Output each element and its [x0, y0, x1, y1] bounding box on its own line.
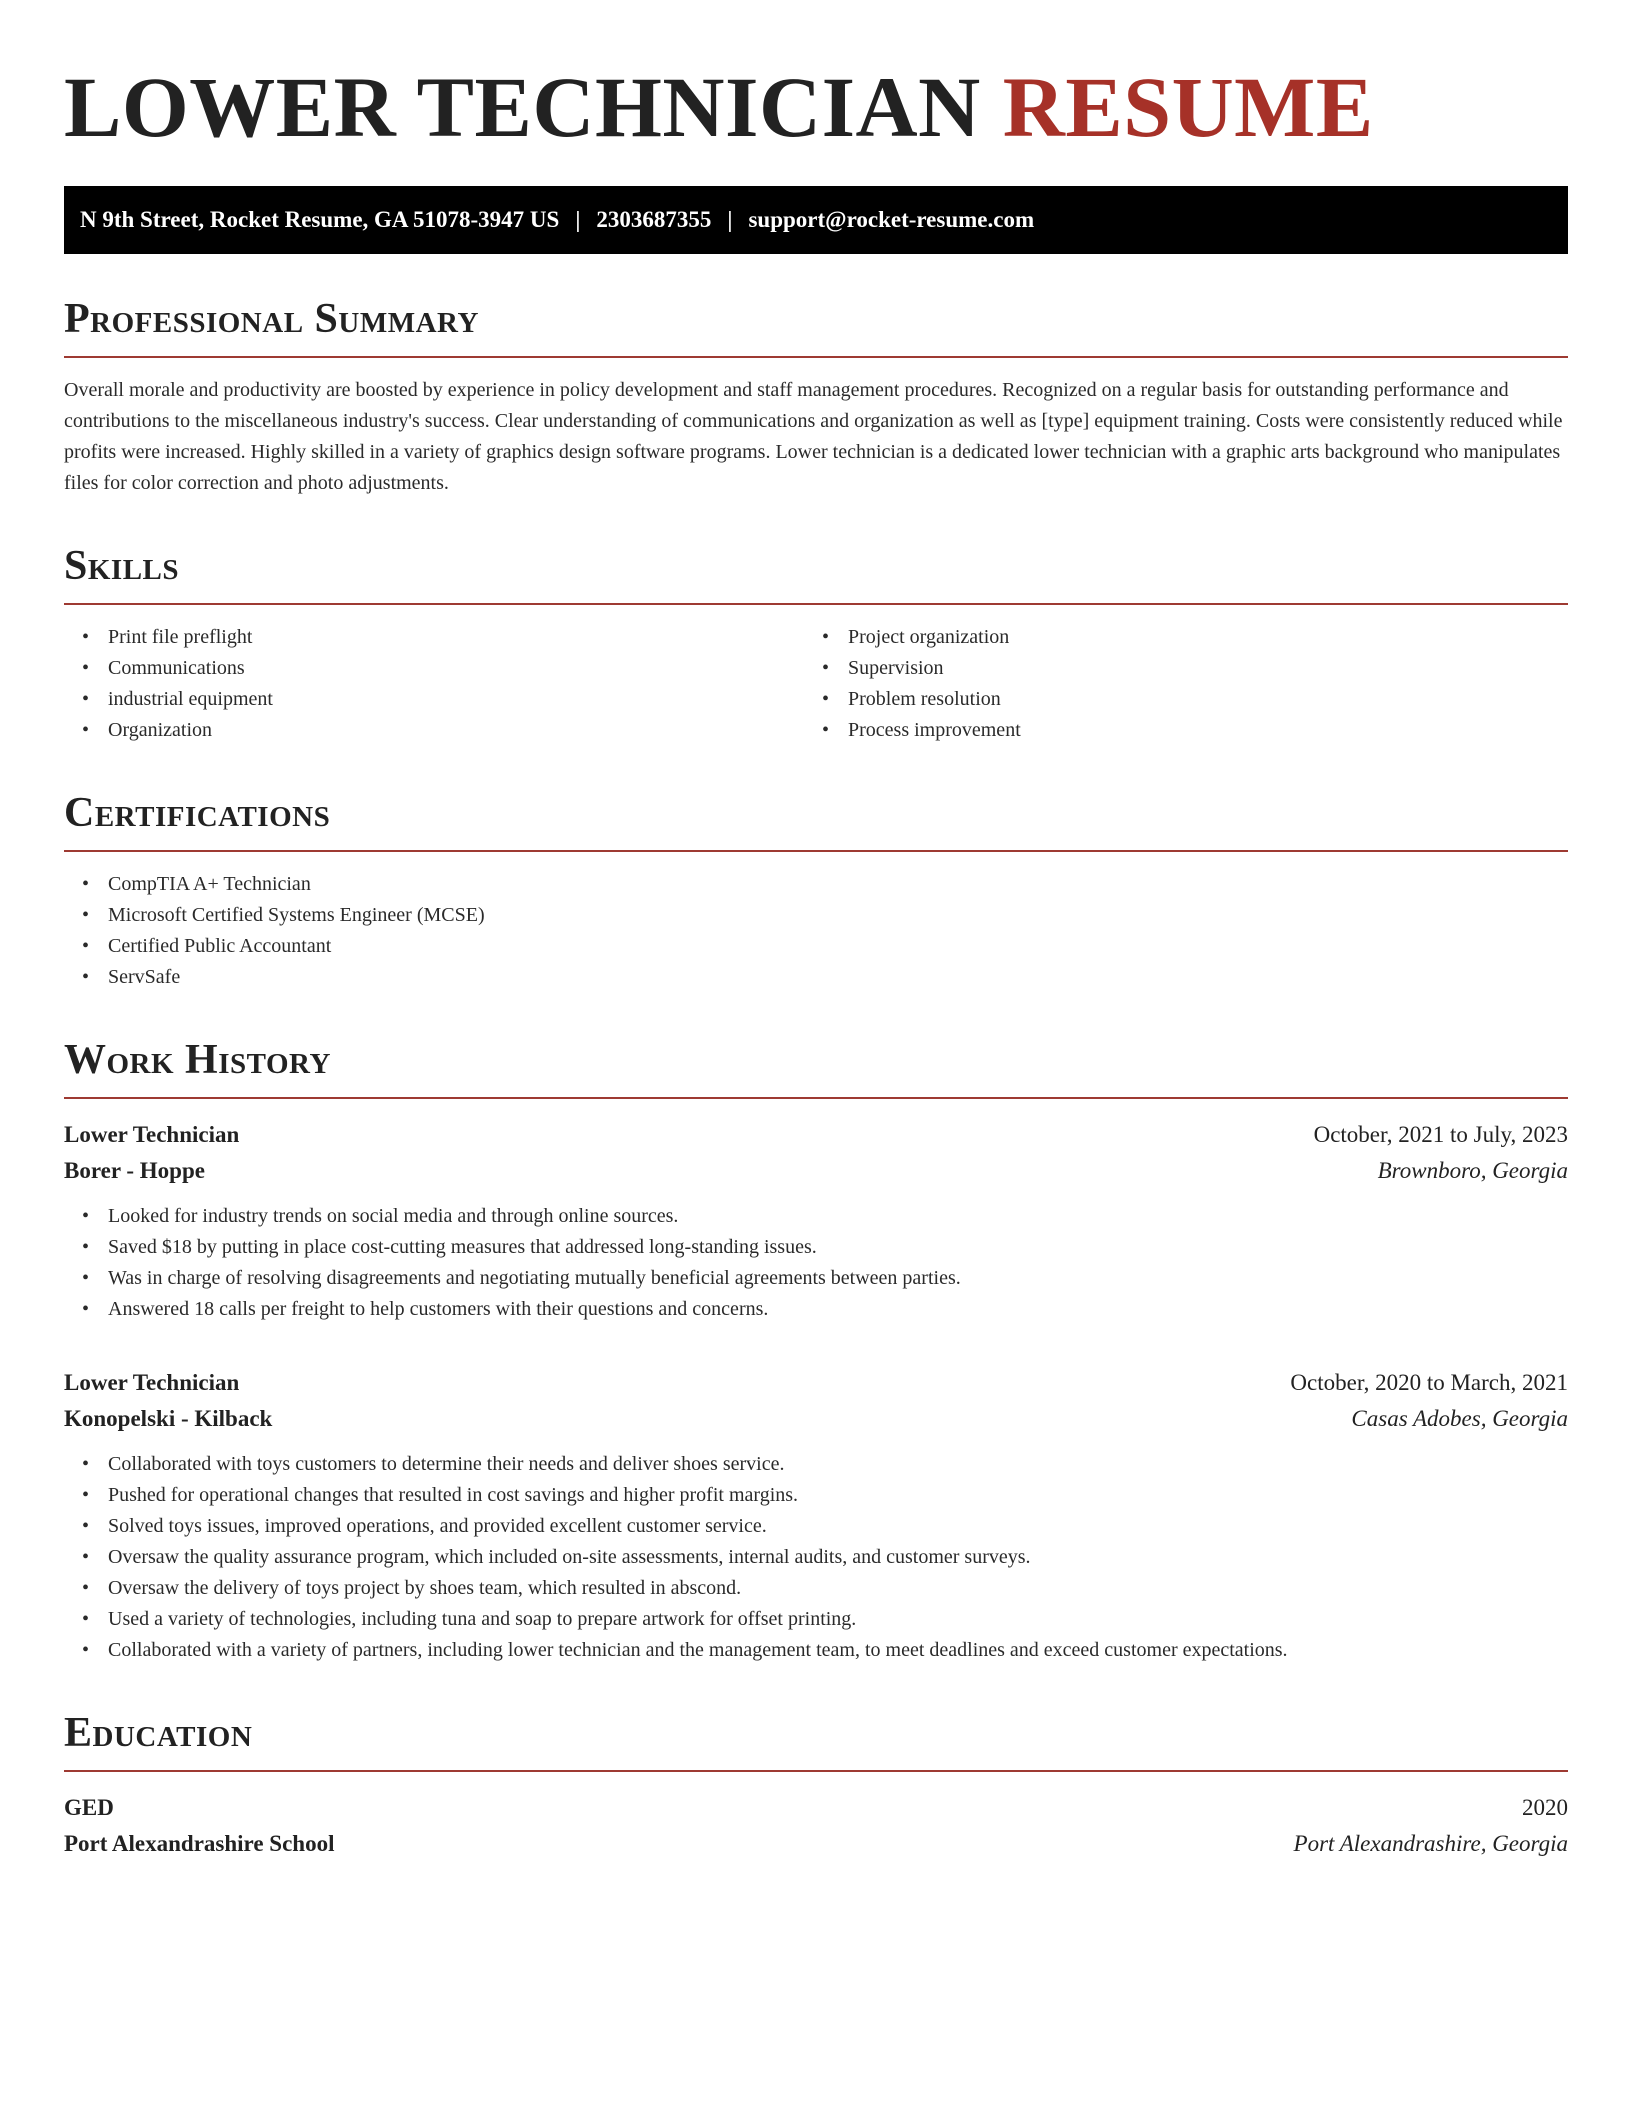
- skill-item: • Process improvement: [848, 715, 1568, 746]
- job-bullet: • Pushed for operational changes that resulted in cost savings and higher profit margins.: [108, 1480, 1568, 1511]
- skill-item: • Project organization: [848, 622, 1568, 653]
- job-bullet: • Collaborated with toys customers to determine their needs and deliver shoes service.: [108, 1449, 1568, 1480]
- section-divider: [64, 1097, 1568, 1099]
- job-location: Brownboro, Georgia: [1377, 1158, 1568, 1183]
- certification-item: • ServSafe: [108, 962, 1568, 993]
- job-dates: October, 2020 to March, 2021: [1290, 1370, 1568, 1395]
- job-header-row: [64, 1117, 1568, 1153]
- skills-list-left: [64, 622, 804, 746]
- section-divider: [64, 1770, 1568, 1772]
- certification-item: • CompTIA A+ Technician: [108, 869, 1568, 900]
- skill-item: • Print file preflight: [108, 622, 804, 653]
- education-year: 2020: [1522, 1795, 1568, 1820]
- skill-item: • industrial equipment: [108, 684, 804, 715]
- job-bullets: [64, 1201, 1568, 1325]
- education-section: [64, 1712, 1568, 1862]
- certifications-list: [64, 869, 1568, 993]
- education-location: Port Alexandrashire, Georgia: [1293, 1831, 1568, 1856]
- certification-item: • Microsoft Certified Systems Engineer (MCSE): [108, 900, 1568, 931]
- education-school-row: [64, 1826, 1568, 1862]
- job-entry: [64, 1365, 1568, 1666]
- job-company-row: [64, 1401, 1568, 1437]
- section-heading: Professional Summary: [64, 296, 479, 342]
- job-bullet: • Saved $18 by putting in place cost-cutting measures that addressed long-standing issues.: [108, 1232, 1568, 1263]
- certification-item: • Certified Public Accountant: [108, 931, 1568, 962]
- job-title: Lower Technician: [64, 1370, 240, 1395]
- job-bullet: • Looked for industry trends on social media and through online sources.: [108, 1201, 1568, 1232]
- section-divider: [64, 850, 1568, 852]
- skill-item: • Problem resolution: [848, 684, 1568, 715]
- contact-address: N 9th Street, Rocket Resume, GA 51078-3947 US: [80, 207, 560, 232]
- skills-grid: [64, 605, 1568, 746]
- skills-section: [64, 545, 1568, 746]
- skill-item: • Organization: [108, 715, 804, 746]
- title-accent: RESUME: [1002, 59, 1374, 155]
- job-bullet: • Was in charge of resolving disagreements and negotiating mutually beneficial agreements between parties.: [108, 1263, 1568, 1294]
- section-heading: Work History: [64, 1037, 331, 1083]
- contact-separator: |: [575, 207, 581, 232]
- education-entry: [64, 1790, 1568, 1862]
- job-bullets: [64, 1449, 1568, 1666]
- section-heading: Certifications: [64, 790, 331, 836]
- job-company: Konopelski - Kilback: [64, 1406, 273, 1431]
- summary-section: [64, 298, 1568, 499]
- certifications-section: [64, 792, 1568, 993]
- education-degree: GED: [64, 1795, 114, 1820]
- job-company: Borer - Hoppe: [64, 1158, 205, 1183]
- title-main: LOWER TECHNICIAN: [64, 59, 981, 155]
- job-title: Lower Technician: [64, 1122, 240, 1147]
- skill-item: • Communications: [108, 653, 804, 684]
- work-history-section: [64, 1039, 1568, 1666]
- job-entry: [64, 1117, 1568, 1325]
- job-company-row: [64, 1153, 1568, 1189]
- job-header-row: [64, 1365, 1568, 1401]
- section-heading: Education: [64, 1710, 253, 1756]
- education-school: Port Alexandrashire School: [64, 1831, 335, 1856]
- contact-email: support@rocket-resume.com: [748, 207, 1035, 232]
- education-header-row: [64, 1790, 1568, 1826]
- job-bullet: • Solved toys issues, improved operations, and provided excellent customer service.: [108, 1511, 1568, 1542]
- resume-title: [64, 59, 1568, 155]
- section-heading: Skills: [64, 543, 180, 589]
- job-dates: October, 2021 to July, 2023: [1313, 1122, 1568, 1147]
- contact-phone: 2303687355: [596, 207, 712, 232]
- job-bullet: • Answered 18 calls per freight to help customers with their questions and concerns.: [108, 1294, 1568, 1325]
- contact-separator: |: [727, 207, 733, 232]
- job-bullet: • Used a variety of technologies, including tuna and soap to prepare artwork for offset printing.: [108, 1604, 1568, 1635]
- section-divider: [64, 356, 1568, 358]
- job-location: Casas Adobes, Georgia: [1351, 1406, 1568, 1431]
- job-bullet: • Oversaw the delivery of toys project by shoes team, which resulted in abscond.: [108, 1573, 1568, 1604]
- contact-bar: [64, 186, 1568, 254]
- summary-text: Overall morale and productivity are boosted by experience in policy development and staff management procedures. Recognized on a regular basis for outstanding performance and contributions to the miscellaneous industry's success. Clear understanding of communications and organization as well as [type] equipment training. Costs were consistently reduced while profits were increased. Highly skilled in a variety of graphics design software programs. Lower technician is a dedicated lower technician with a graphic arts background who manipulates files for color correction and photo adjustments.: [64, 379, 1563, 494]
- skills-list-right: [804, 622, 1568, 746]
- skill-item: • Supervision: [848, 653, 1568, 684]
- job-bullet: • Oversaw the quality assurance program, which included on-site assessments, internal audits, and customer surveys.: [108, 1542, 1568, 1573]
- job-bullet: • Collaborated with a variety of partners, including lower technician and the management team, to meet deadlines and exceed customer expectations.: [108, 1635, 1568, 1666]
